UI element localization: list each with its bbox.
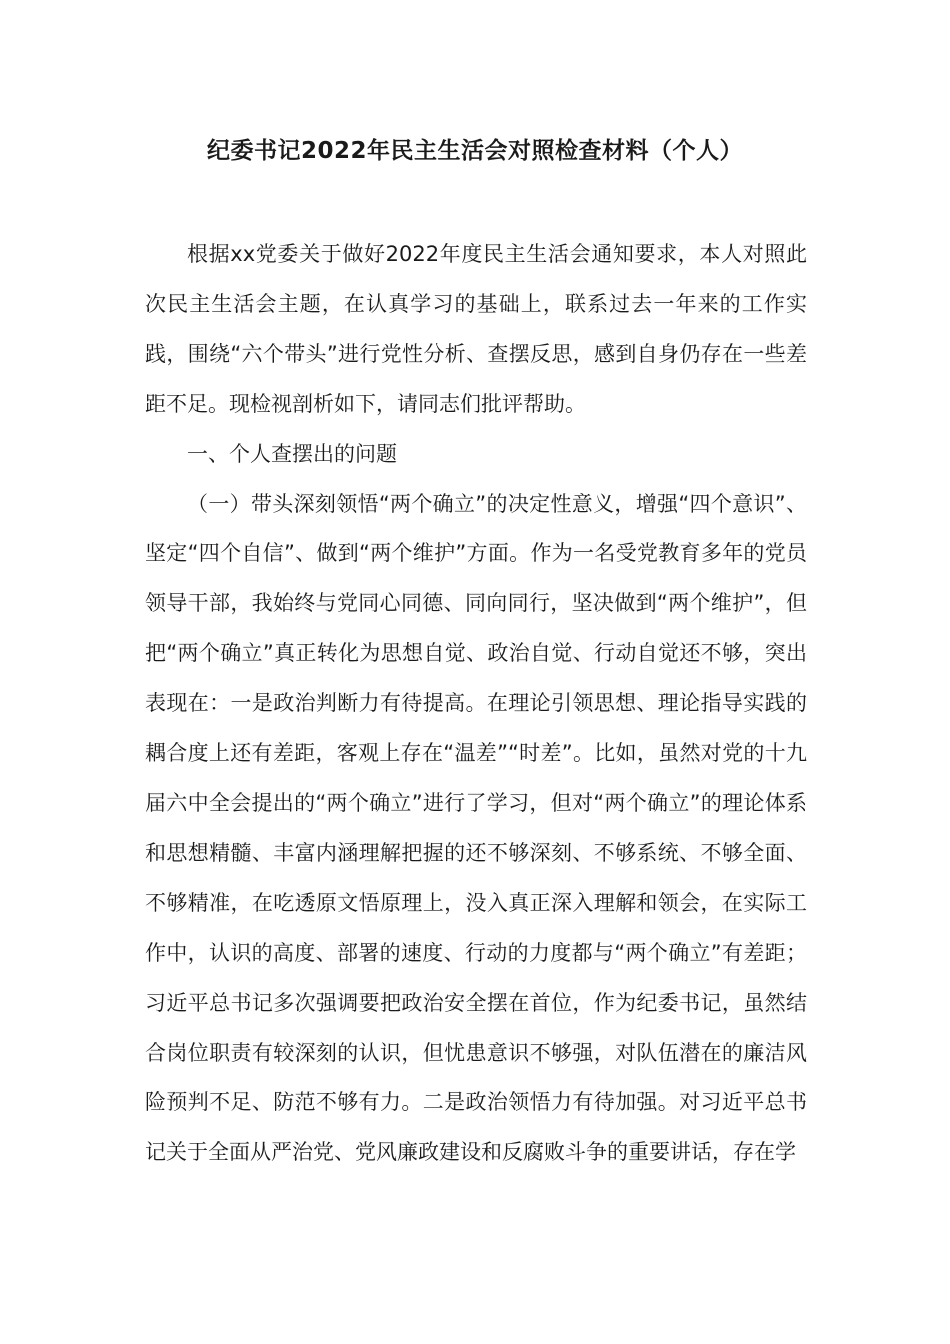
document-body [145, 230, 807, 1178]
paragraph-intro: 根据xx党委关于做好2022年度民主生活会通知要求，本人对照此次民主生活会主题，在认真学习的基础上，联系过去一年来的工作实践，围绕“六个带头”进行党性分析、查摆反思，感到自身仍存在一些差距不足。现检视剖析如下，请同志们批评帮助。 [145, 242, 807, 416]
paragraph-section-1: （一）带头深刻领悟“两个确立”的决定性意义，增强“四个意识”、坚定“四个自信”、做到“两个维护”方面。作为一名受党教育多年的党员领导干部，我始终与党同心同德、同向同行，坚决做到“两个维护”，但把“两个确立”真正转化为思想自觉、政治自觉、行动自觉还不够，突出表现在：一是政治判断力有待提高。在理论引领思想、理论指导实践的耦合度上还有差距，客观上存在“温差”“时差”。比如，虽然对党的十九届六中全会提出的“两个确立”进行了学习，但对“两个确立”的理论体系和思想精髓、丰富内涵理解把握的还不够深刻、不够系统、不够全面、不够精准，在吃透原文悟原理上，没入真正深入理解和领会，在实际工作中，认识的高度、部署的速度、行动的力度都与“两个确立”有差距；习近平总书记多次强调要把政治安全摆在首位，作为纪委书记，虽然结合岗位职责有较深刻的认识，但忧患意识不够强，对队伍潜在的廉洁风险预判不足、防范不够有力。二是政治领悟力有待加强。对习近平总书记关于全面从严治党、党风廉政建设和反腐败斗争的重要讲话，存在学 [145, 491, 807, 1165]
section-heading: 一、个人查摆出的问题 [187, 441, 397, 466]
document-title: 纪委书记2022年民主生活会对照检查材料（个人） [206, 138, 743, 164]
